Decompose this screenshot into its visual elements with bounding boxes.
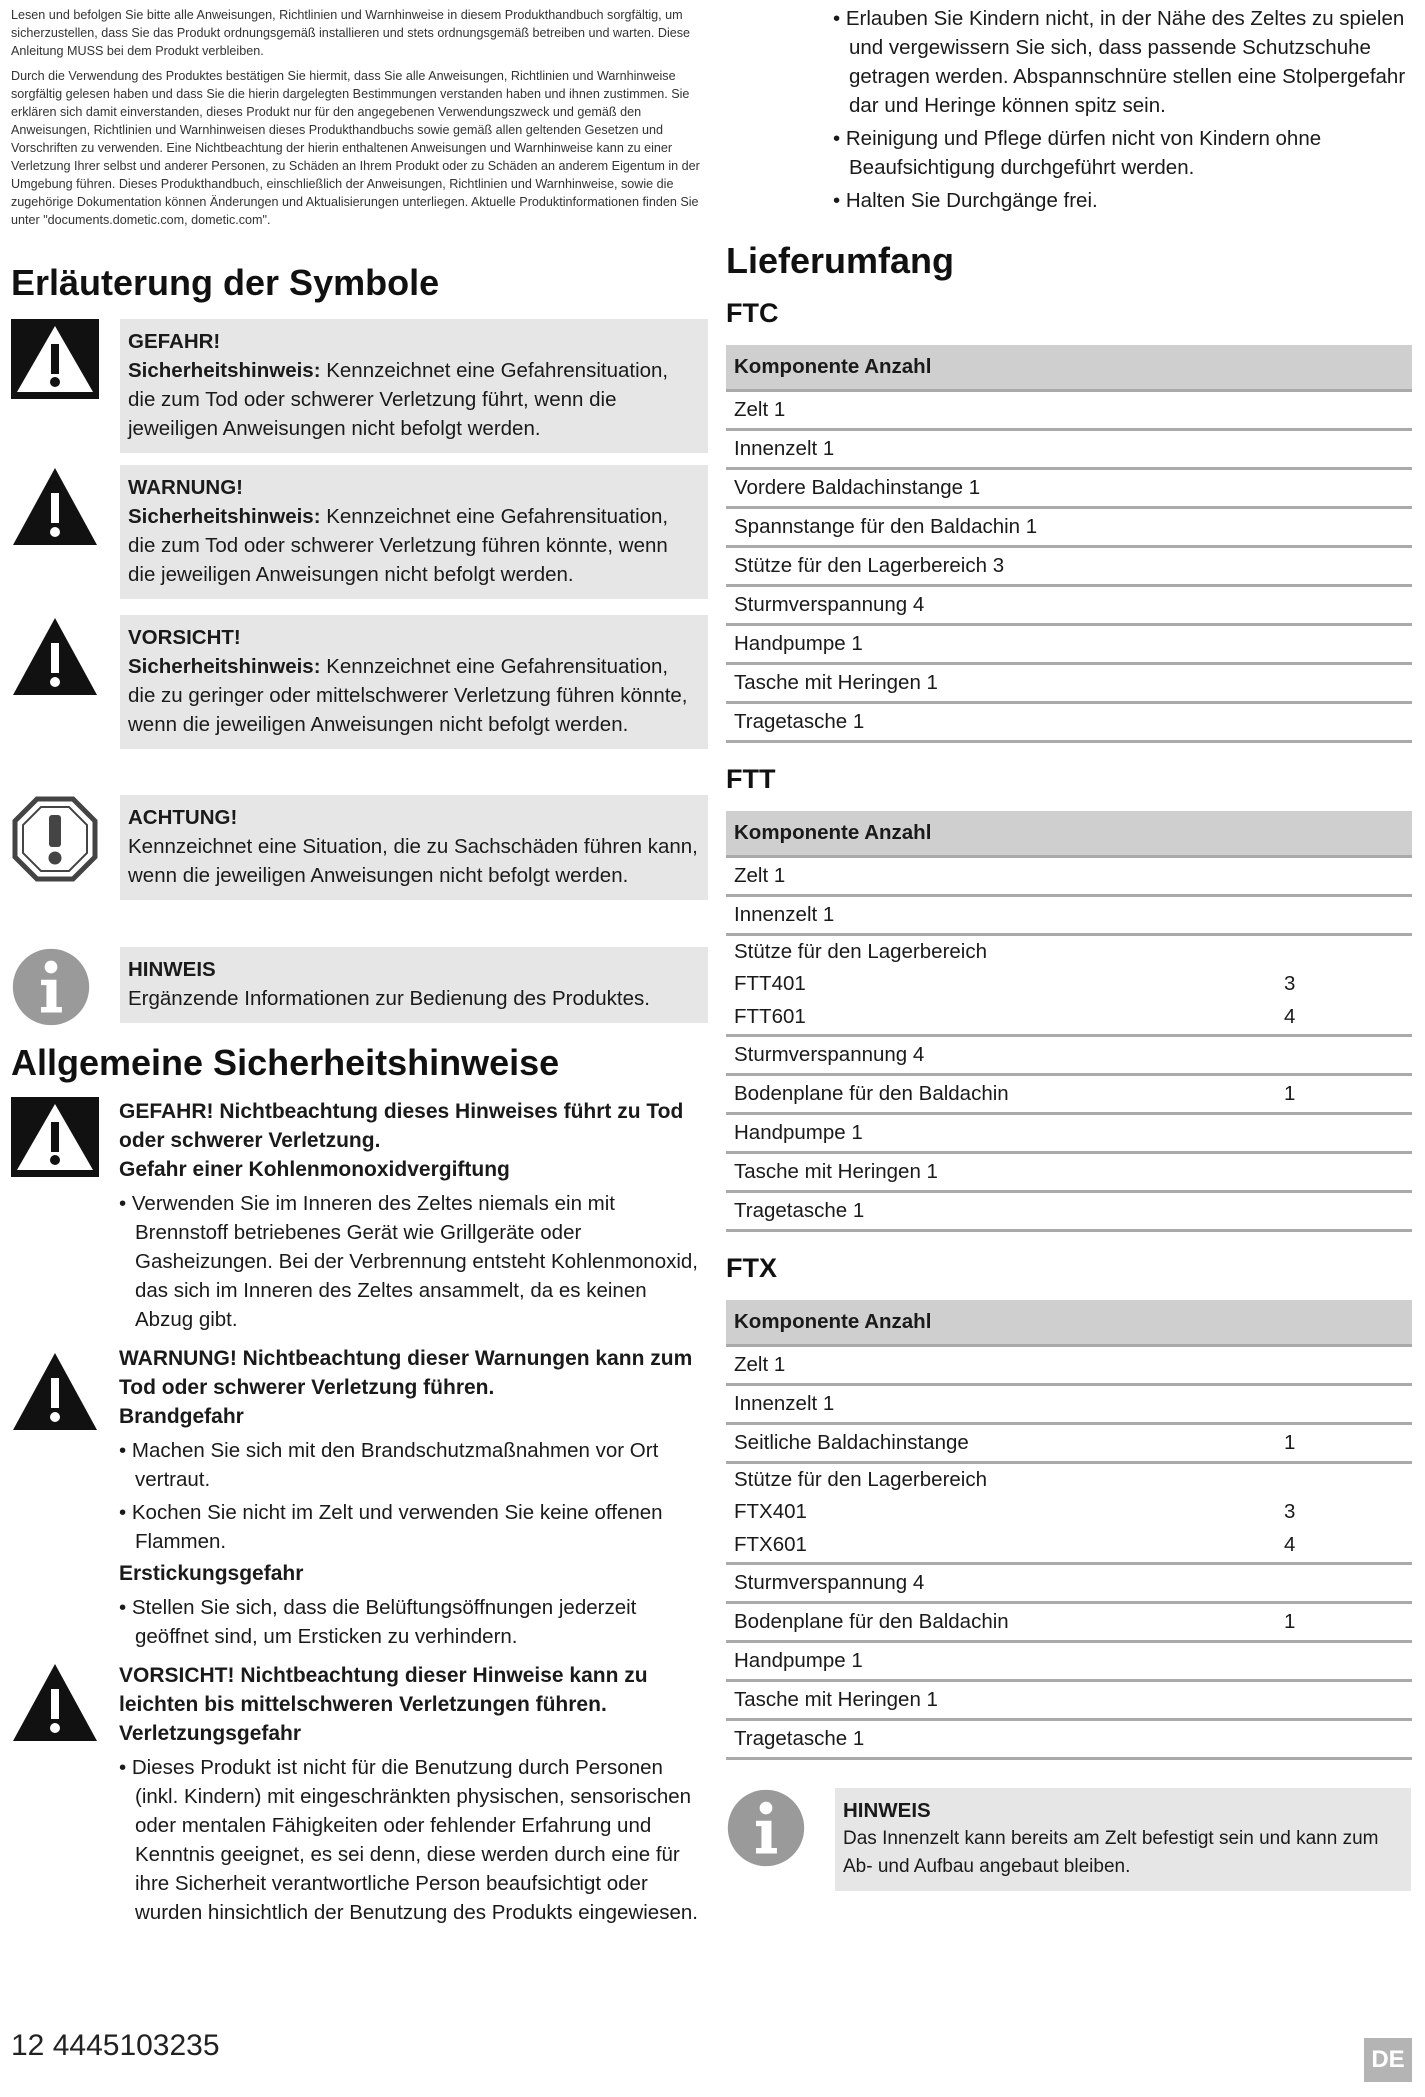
ftx-table <box>726 1300 1412 1760</box>
table-row: Zelt 1 <box>726 1346 1412 1385</box>
delivery-note <box>726 1788 1412 1888</box>
symbol-info <box>11 947 701 1031</box>
intro-paragraph-2: Durch die Verwendung des Produktes bestätigen Sie hiermit, dass Sie alle Anweisungen, Richtlinien und Warnhinweise sorgfältig gelesen haben und dass Sie die hierin dargelegten Bestimmungen verstanden haben und ihnen zustimmen. Sie erklären sich damit einverstanden, dieses Produkt nur für den angegebenen Verwendungszweck und gemäß den Anweisungen, Richtlinien und Warnhinweisen dieses Produkthandbuchs sowie gemäß allen geltenden Gesetzen und Vorschriften zu verwenden. Eine Nichtbeachtung der hierin enthaltenen Anweisungen und Warnhinweise kann zu einer Verletzung Ihrer selbst und anderer Personen, zu Schäden an Ihrem Produkt oder zu Schäden an anderem Eigentum in der Umgebung führen. Dieses Produkthandbuch, einschließlich der Anweisungen, Richtlinien und Warnhinweise, sowie die zugehörige Dokumentation können Änderungen und Aktualisierungen unterliegen. Aktuelle Produktinformationen finden Sie unter "documents.dometic.com, dometic.com". <box>11 69 700 227</box>
symbol-danger-box <box>120 319 708 453</box>
list-item: • Kochen Sie nicht im Zelt und verwenden Sie keine offenen Flammen. <box>119 1501 663 1553</box>
safety-danger-head: GEFAHR! Nichtbeachtung dieses Hinweises führt zu Tod oder schwerer Verletzung. <box>119 1100 684 1152</box>
caution-triangle-icon <box>11 1661 99 1745</box>
table-row: Zelt 1 <box>726 857 1412 896</box>
table-row: Bodenplane für den Baldachin 1 <box>726 1603 1412 1642</box>
table-row: Stütze für den Lagerbereich 3 <box>726 547 1412 586</box>
list-item: • Stellen Sie sich, dass die Belüftungsöffnungen jederzeit geöffnet sind, um Ersticken zu verhindern. <box>119 1596 637 1648</box>
table-row: Handpumpe 1 <box>726 625 1412 664</box>
table-header: Komponente Anzahl <box>726 811 1412 857</box>
table-row: Sturmverspannung 4 <box>726 1036 1412 1075</box>
symbol-danger-label: Sicherheitshinweis: <box>128 359 321 382</box>
safety-caution-sub: Verletzungsgefahr <box>119 1722 302 1745</box>
table-row: Tasche mit Heringen 1 <box>726 1153 1412 1192</box>
symbol-notice-text: Kennzeichnet eine Situation, die zu Sachschäden führen kann, wenn die jeweiligen Anweisungen nicht befolgt werden. <box>128 835 698 887</box>
info-circle-icon <box>726 1788 806 1868</box>
table-row: Innenzelt 1 <box>726 430 1412 469</box>
list-item: • Erlauben Sie Kindern nicht, in der Nähe des Zeltes zu spielen und vergewissern Sie sich, dass passende Schutzschuhe getragen werden. Abspannschnüre stellen eine Stolpergefahr dar und Heringe können spitz sein. <box>833 7 1406 117</box>
page-number: 12 4445103235 <box>11 2029 220 2062</box>
symbol-notice-title: ACHTUNG! <box>128 806 238 829</box>
symbols-heading: Erläuterung der Symbole <box>11 262 440 303</box>
safety-heading: Allgemeine Sicherheitshinweise <box>11 1042 560 1083</box>
symbol-notice <box>11 795 701 929</box>
list-item: • Reinigung und Pflege dürfen nicht von Kindern ohne Beaufsichtigung durchgeführt werden. <box>833 127 1322 179</box>
safety-caution <box>11 1661 701 1927</box>
table-row: Innenzelt 1 <box>726 1385 1412 1424</box>
table-row: Spannstange für den Baldachin 1 <box>726 508 1412 547</box>
table-row: FTT401 3 <box>734 972 1296 995</box>
table-row: FTX601 4 <box>726 1528 1412 1564</box>
ftt-table <box>726 811 1412 1232</box>
symbol-caution-label: Sicherheitshinweis: <box>128 655 321 678</box>
symbol-warning-title: WARNUNG! <box>128 476 244 499</box>
safety-warning-sub-fire: Brandgefahr <box>119 1405 244 1428</box>
list-item: • Machen Sie sich mit den Brandschutzmaßnahmen vor Ort vertraut. <box>119 1439 659 1491</box>
safety-caution-head: VORSICHT! Nichtbeachtung dieser Hinweise kann zu leichten bis mittelschweren Verletzungen führen. <box>119 1664 648 1716</box>
safety-warning <box>11 1344 701 1651</box>
table-header: Komponente Anzahl <box>726 1300 1412 1346</box>
intro-paragraph-1: Lesen und befolgen Sie bitte alle Anweisungen, Richtlinien und Warnhinweise in diesem Produkthandbuch sorgfältig, um sicherzustellen, dass Sie das Produkt ordnungsgemäß installieren und stets ordnungsgemäß betreiben und warten. Diese Anleitung MUSS bei dem Produkt verbleiben. <box>11 8 691 58</box>
table-row: Tragetasche 1 <box>726 1192 1412 1231</box>
table-row: FTX401 3 <box>734 1500 1296 1523</box>
table-row: Tasche mit Heringen 1 <box>726 664 1412 703</box>
symbol-notice-box <box>120 795 708 900</box>
table-row: Bodenplane für den Baldachin 1 <box>726 1075 1412 1114</box>
list-item: • Verwenden Sie im Inneren des Zeltes niemals ein mit Brennstoff betriebenes Gerät wie Grillgeräte oder Gasheizungen. Bei der Verbrennung entsteht Kohlenmonoxid, das sich im Inneren des Zeltes ansammelt, da es keinen Abzug gibt. <box>119 1192 698 1331</box>
symbol-danger <box>11 319 701 447</box>
intro <box>11 6 701 229</box>
delivery-note-title: HINWEIS <box>843 1799 931 1822</box>
warning-triangle-icon <box>11 465 99 553</box>
right-column <box>726 4 1412 1888</box>
ftc-title: FTC <box>726 298 779 328</box>
safety-danger-sub: Gefahr einer Kohlenmonoxidvergiftung <box>119 1158 510 1181</box>
symbol-warning-label: Sicherheitshinweis: <box>128 505 321 528</box>
table-row: Vordere Baldachinstange 1 <box>726 469 1412 508</box>
danger-triangle-icon <box>11 1097 99 1181</box>
left-column <box>11 6 701 1930</box>
table-row: Tragetasche 1 <box>726 703 1412 742</box>
symbol-caution <box>11 615 701 777</box>
caution-triangle-icon <box>11 615 99 703</box>
table-row: Innenzelt 1 <box>726 896 1412 935</box>
symbol-warning-box <box>120 465 708 599</box>
table-row: Handpumpe 1 <box>726 1114 1412 1153</box>
symbol-info-text: Ergänzende Informationen zur Bedienung des Produktes. <box>128 987 650 1010</box>
symbol-danger-text: Kennzeichnet eine Gefahrensituation, die zum Tod oder schwerer Verletzung führt, wenn die jeweiligen Anweisungen nicht befolgt werden. <box>128 359 669 440</box>
ftx-title: FTX <box>726 1253 777 1283</box>
delivery-note-text: Das Innenzelt kann bereits am Zelt befestigt sein und kann zum Ab- und Aufbau angebaut bleiben. <box>843 1828 1379 1877</box>
symbol-caution-title: VORSICHT! <box>128 626 241 649</box>
symbol-warning-text: Kennzeichnet eine Gefahrensituation, die zum Tod oder schwerer Verletzung führen könnte, wenn die jeweiligen Anweisungen nicht befolgt werden. <box>128 505 669 586</box>
info-circle-icon <box>11 947 91 1027</box>
table-row: Seitliche Baldachinstange 1 <box>726 1424 1412 1463</box>
safety-warning-head: WARNUNG! Nichtbeachtung dieser Warnungen kann zum Tod oder schwerer Verletzung führen. <box>119 1347 693 1399</box>
list-item: • Halten Sie Durchgänge frei. <box>833 189 1098 212</box>
table-header: Komponente Anzahl <box>726 345 1412 391</box>
safety-continued <box>726 4 1412 215</box>
table-row: Tasche mit Heringen 1 <box>726 1681 1412 1720</box>
warning-triangle-icon <box>11 1350 99 1434</box>
table-row: Sturmverspannung 4 <box>726 586 1412 625</box>
language-badge: DE <box>1364 2038 1412 2082</box>
table-row: Stütze für den Lagerbereich <box>734 940 987 963</box>
symbol-danger-title: GEFAHR! <box>128 330 221 353</box>
ftc-table <box>726 345 1412 743</box>
table-row: Zelt 1 <box>726 391 1412 430</box>
symbol-caution-text: Kennzeichnet eine Gefahrensituation, die zu geringer oder mittelschwerer Verletzung führen könnte, wenn die jeweiligen Anweisungen nicht befolgt werden. <box>128 655 688 736</box>
symbol-info-box <box>120 947 708 1023</box>
safety-warning-sub-suffocation: Erstickungsgefahr <box>119 1562 304 1585</box>
safety-danger <box>11 1097 701 1334</box>
table-row: FTT601 4 <box>726 1000 1412 1036</box>
delivery-note-box <box>835 1788 1411 1891</box>
table-row: Tragetasche 1 <box>726 1720 1412 1759</box>
delivery-heading: Lieferumfang <box>726 240 955 281</box>
ftt-title: FTT <box>726 764 776 794</box>
table-row: Handpumpe 1 <box>726 1642 1412 1681</box>
list-item: • Dieses Produkt ist nicht für die Benutzung durch Personen (inkl. Kindern) mit eingeschränkten physischen, sensorischen oder mentalen Fähigkeiten oder fehlender Erfahrung und Kenntnis geeignet, es sei denn, diese werden durch eine für ihre Sicherheit verantwortliche Person beaufsichtigt oder wurden hinsichtlich der Benutzung des Produkts eingewiesen. <box>119 1756 698 1924</box>
symbol-caution-box <box>120 615 708 749</box>
table-row: Stütze für den Lagerbereich <box>734 1468 987 1491</box>
symbol-info-title: HINWEIS <box>128 958 216 981</box>
danger-triangle-icon <box>11 319 99 407</box>
notice-octagon-icon <box>11 795 99 883</box>
symbol-warning <box>11 465 701 597</box>
table-row: Sturmverspannung 4 <box>726 1564 1412 1603</box>
